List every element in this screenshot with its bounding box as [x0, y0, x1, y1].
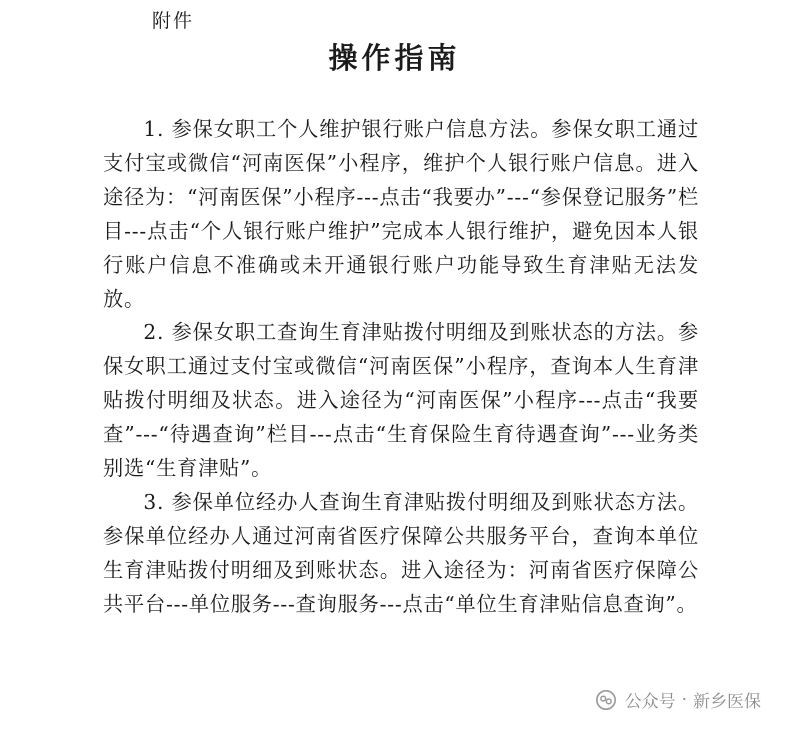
- paragraph-employer-query: 3. 参保单位经办人查询生育津贴拨付明细及到账状态方法。参保单位经办人通过河南省医疗保障公共服务平台，查询本单位生育津贴拨付明细及到账状态。进入途径为：河南省医疗保障公共平台---单位服务---查询服务---点击“单位生育津贴信息查询”。: [103, 489, 699, 616]
- watermark-separator: ·: [681, 689, 687, 710]
- source-watermark: [591, 685, 765, 714]
- watermark-source: 公众号: [624, 692, 676, 712]
- annex-label: 附件: [152, 10, 195, 32]
- watermark-account: 新乡医保: [693, 692, 761, 712]
- document-title: 操作指南: [328, 41, 461, 75]
- paragraph-bank-account: 1. 参保女职工个人维护银行账户信息方法。参保女职工通过支付宝或微信“河南医保”小程序，维护个人银行账户信息。进入途径为：“河南医保”小程序---点击“我要办”---“参保登记服务”栏目---点击“个人银行账户维护”完成本人银行维护，避免因本人银行账户信息不准确或未开通银行账户功能导致生育津贴无法发放。: [103, 117, 699, 311]
- paragraph-personal-query: 2. 参保女职工查询生育津贴拨付明细及到账状态的方法。参保女职工通过支付宝或微信“河南医保”小程序，查询本人生育津贴拨付明细及状态。进入途径为“河南医保”小程序---点击“我要查”---“待遇查询”栏目---点击“生育保险生育待遇查询”---业务类别选“生育津贴”。: [103, 320, 699, 481]
- wechat-official-account-icon: [595, 689, 617, 711]
- document-body: [103, 113, 699, 622]
